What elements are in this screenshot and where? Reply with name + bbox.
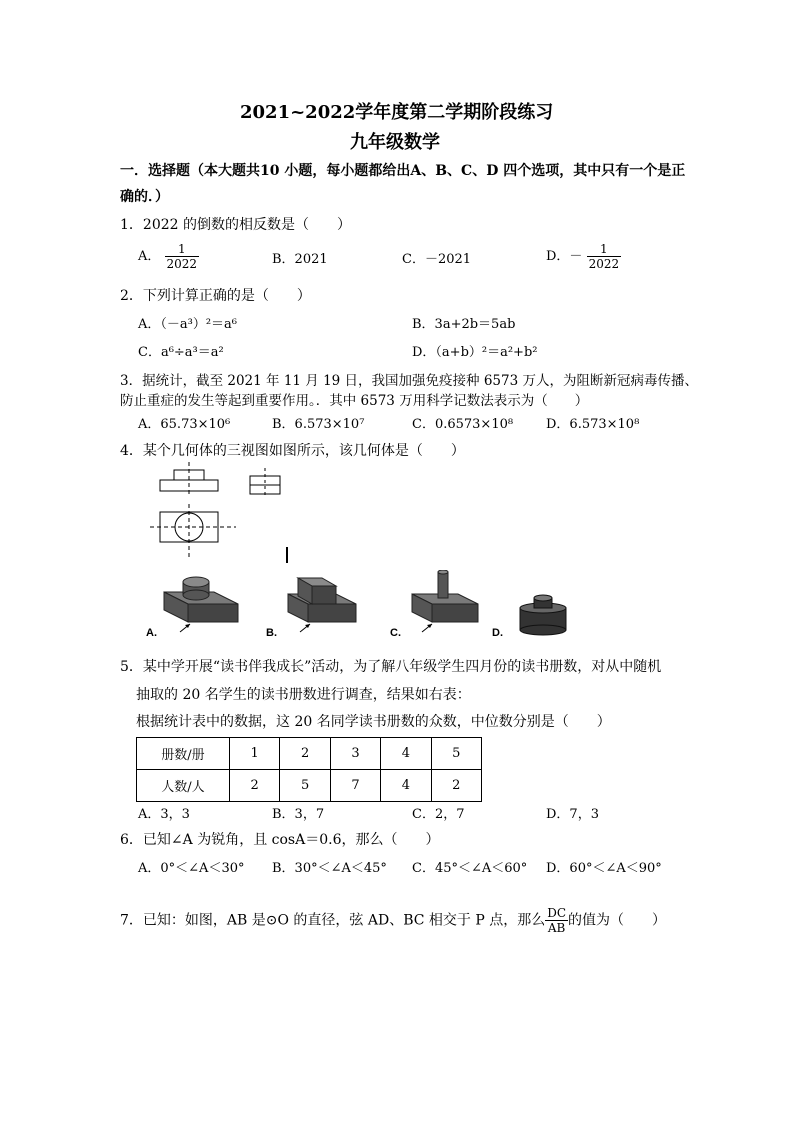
solid-a-icon (164, 577, 238, 632)
q3-option-d: D．6.573×10⁸ (546, 417, 640, 432)
page-subtitle: 九年级数学 (350, 132, 440, 153)
table-row (137, 738, 482, 770)
q5-option-a: A．3，3 (138, 807, 190, 822)
front-view (160, 462, 218, 496)
section-heading-cont: 确的．） (120, 189, 169, 205)
stray-mark (286, 547, 288, 563)
top-view (150, 504, 236, 558)
q2-option-c: C．a⁶÷a³＝a² (138, 345, 224, 360)
table-cell: 1 (230, 738, 280, 770)
solid-label-d: D. (492, 627, 503, 639)
table-row (137, 770, 482, 802)
solid-b-icon (288, 578, 356, 632)
table-cell: 人数/人 (137, 770, 230, 802)
q4-stem: 4．某个几何体的三视图如图所示，该几何体是（ ） (120, 443, 465, 459)
table-cell: 5 (431, 738, 481, 770)
solid-label-a: A. (146, 627, 157, 639)
q2-stem: 2．下列计算正确的是（ ） (120, 288, 311, 304)
q5-line1: 5．某中学开展“读书伴我成长”活动，为了解八年级学生四月份的读书册数，对从中随机 (120, 659, 662, 675)
q5-line3: 根据统计表中的数据，这 20 名同学读书册数的众数，中位数分别是（ ） (136, 714, 611, 730)
q7-frac-den: AB (545, 920, 568, 935)
q1-a-num: 1 (177, 242, 186, 256)
q5-option-b: B．3，7 (272, 807, 325, 822)
q7-stem (120, 906, 666, 935)
q3-line1: 3．据统计，截至 2021 年 11 月 19 日，我国加强免疫接种 6573 万人，为阻断新冠病毒传播、 (120, 373, 698, 389)
q1-d-num: 1 (600, 242, 608, 256)
q1-d-den: 2022 (588, 257, 620, 271)
q6-option-a: A．0°＜∠A＜30° (138, 861, 245, 876)
q1-stem: 1．2022 的倒数的相反数是（ ） (120, 217, 351, 233)
table-cell: 册数/册 (137, 738, 230, 770)
q6-option-b: B．30°＜∠A＜45° (272, 861, 387, 876)
q3-option-b: B．6.573×10⁷ (272, 417, 365, 432)
q2-option-a: A．（－a³）²＝a⁶ (138, 317, 238, 332)
table-cell: 7 (330, 770, 380, 802)
q2-option-d: D．（a+b）²＝a²+b² (412, 345, 538, 360)
q1-a-fraction (165, 242, 200, 271)
page-title: 2021~2022学年度第二学期阶段练习 (240, 102, 554, 123)
q6-stem: 6．已知∠A 为锐角，且 cosA＝0.6，那么（ ） (120, 832, 440, 848)
three-view-figure (150, 462, 300, 567)
table-cell: 2 (431, 770, 481, 802)
table-cell: 2 (230, 770, 280, 802)
q7-fraction (545, 906, 568, 935)
table-cell: 4 (381, 738, 431, 770)
table-cell: 5 (280, 770, 330, 802)
q2-option-b: B．3a+2b＝5ab (412, 317, 516, 332)
table-cell: 4 (381, 770, 431, 802)
solid-options (140, 570, 600, 640)
q5-option-d: D．7，3 (546, 807, 599, 822)
solid-label-c: C. (390, 627, 401, 639)
q7-frac-num: DC (547, 906, 567, 920)
q7-stem-pre: 7．已知：如图，AB 是⊙O 的直径，弦 AD、BC 相交于 P 点，那么 (120, 912, 546, 929)
q1-d-label: D．－ (546, 249, 583, 264)
table-cell: 2 (280, 738, 330, 770)
solid-d-icon (520, 595, 566, 635)
q1-option-c: C．－2021 (402, 252, 472, 267)
q1-a-den: 2022 (166, 257, 198, 271)
stats-table (136, 737, 482, 802)
solid-label-b: B. (266, 627, 277, 639)
q5-option-c: C．2，7 (412, 807, 465, 822)
q1-a-label: A． (138, 249, 161, 264)
section-heading: 一．选择题（本大题共10 小题，每小题都给出A、B、C、D 四个选项，其中只有一个是正 (120, 163, 686, 179)
q1-option-b: B．2021 (272, 252, 328, 267)
q1-option-d (546, 242, 621, 271)
q7-stem-post: 的值为（ ） (568, 912, 667, 929)
side-view (250, 468, 280, 498)
q1-option-a (138, 242, 199, 271)
table-cell: 3 (330, 738, 380, 770)
solid-c-icon (412, 570, 478, 632)
q6-option-d: D．60°＜∠A＜90° (546, 861, 662, 876)
q1-d-fraction (587, 242, 622, 271)
q5-line2: 抽取的 20 名学生的读书册数进行调查，结果如右表： (136, 687, 471, 703)
q3-option-a: A．65.73×10⁶ (138, 417, 231, 432)
q3-line2: 防止重症的发生等起到重要作用。．其中 6573 万用科学记数法表示为（ ） (120, 393, 589, 409)
q3-option-c: C．0.6573×10⁸ (412, 417, 514, 432)
q6-option-c: C．45°＜∠A＜60° (412, 861, 528, 876)
